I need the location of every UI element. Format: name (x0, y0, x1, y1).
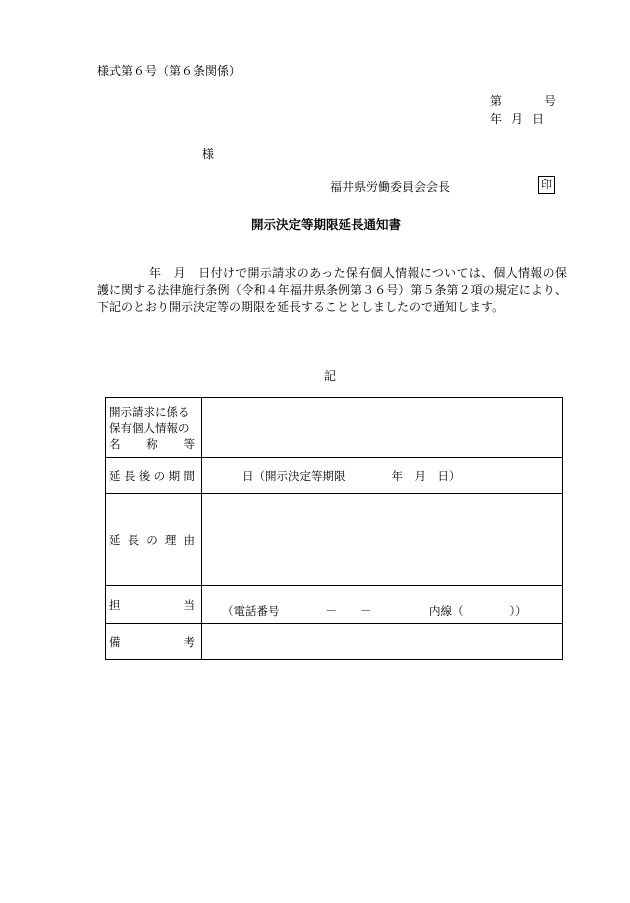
label-contact (106, 586, 202, 624)
seal-mark: 印 (538, 176, 555, 194)
label-personal-info (106, 398, 202, 458)
sender-name: 福井県労働委員会会長 (330, 180, 451, 194)
body-text: 年 月 日付けで開示請求のあった保有個人情報については、個人情報の保護に関する法律施行条例（令和４年福井県条例第３６号）第５条第２項の規定により、下記のとおり開示決定等の期限を延長することとしましたので通知します。 (97, 266, 567, 314)
table-row (106, 586, 563, 624)
form-number: 様式第６号（第６条関係） (97, 64, 242, 78)
value-extended-period[interactable]: 日（開示決定等期限 年 月 日） (202, 458, 563, 494)
ki-heading: 記 (324, 369, 337, 383)
label-char: 長 (127, 532, 140, 547)
label-char: の (153, 468, 166, 483)
label-line (109, 597, 201, 613)
value-personal-info[interactable] (202, 398, 563, 458)
label-char: 名 (109, 436, 121, 451)
label-char: 延 (109, 532, 121, 547)
label-line (109, 468, 201, 484)
number-suffix: 号 (544, 94, 557, 108)
label-line: 開示請求に係る (109, 404, 190, 419)
label-line: 保有個人情報の (109, 420, 190, 435)
date-day: 日 (532, 112, 545, 126)
label-remarks (106, 624, 202, 660)
label-char: 理 (164, 532, 177, 547)
label-line (109, 436, 201, 452)
value-remarks[interactable] (202, 624, 563, 660)
document-date (490, 110, 544, 127)
label-extension-reason (106, 494, 202, 586)
label-char: 長 (123, 468, 136, 483)
document-title: 開示決定等期限延長通知書 (251, 217, 402, 232)
label-char: 間 (183, 468, 195, 483)
table-row (106, 458, 563, 494)
table-row (106, 398, 563, 458)
table-row (106, 624, 563, 660)
label-char: 当 (183, 597, 195, 612)
record-table (105, 397, 563, 660)
addressee: 様 (202, 147, 215, 161)
label-line (109, 532, 201, 548)
label-char: 等 (183, 436, 195, 451)
label-char: 担 (109, 597, 121, 612)
label-char: の (146, 532, 158, 547)
date-month: 月 (511, 112, 524, 126)
number-prefix: 第 (490, 94, 503, 108)
label-char: 考 (183, 634, 195, 649)
label-extended-period (106, 458, 202, 494)
label-char: 延 (109, 468, 121, 483)
value-contact[interactable]: （電話番号 － － 内線（ ）） (202, 586, 563, 624)
label-char: 備 (109, 634, 121, 649)
document-number (490, 92, 560, 106)
label-char: 期 (168, 468, 181, 483)
label-char: 由 (183, 532, 195, 547)
date-year: 年 (490, 112, 503, 126)
label-char: 称 (146, 436, 158, 451)
value-extension-reason[interactable] (202, 494, 563, 586)
label-char: 後 (138, 468, 151, 483)
table-row (106, 494, 563, 586)
label-line (109, 634, 201, 650)
